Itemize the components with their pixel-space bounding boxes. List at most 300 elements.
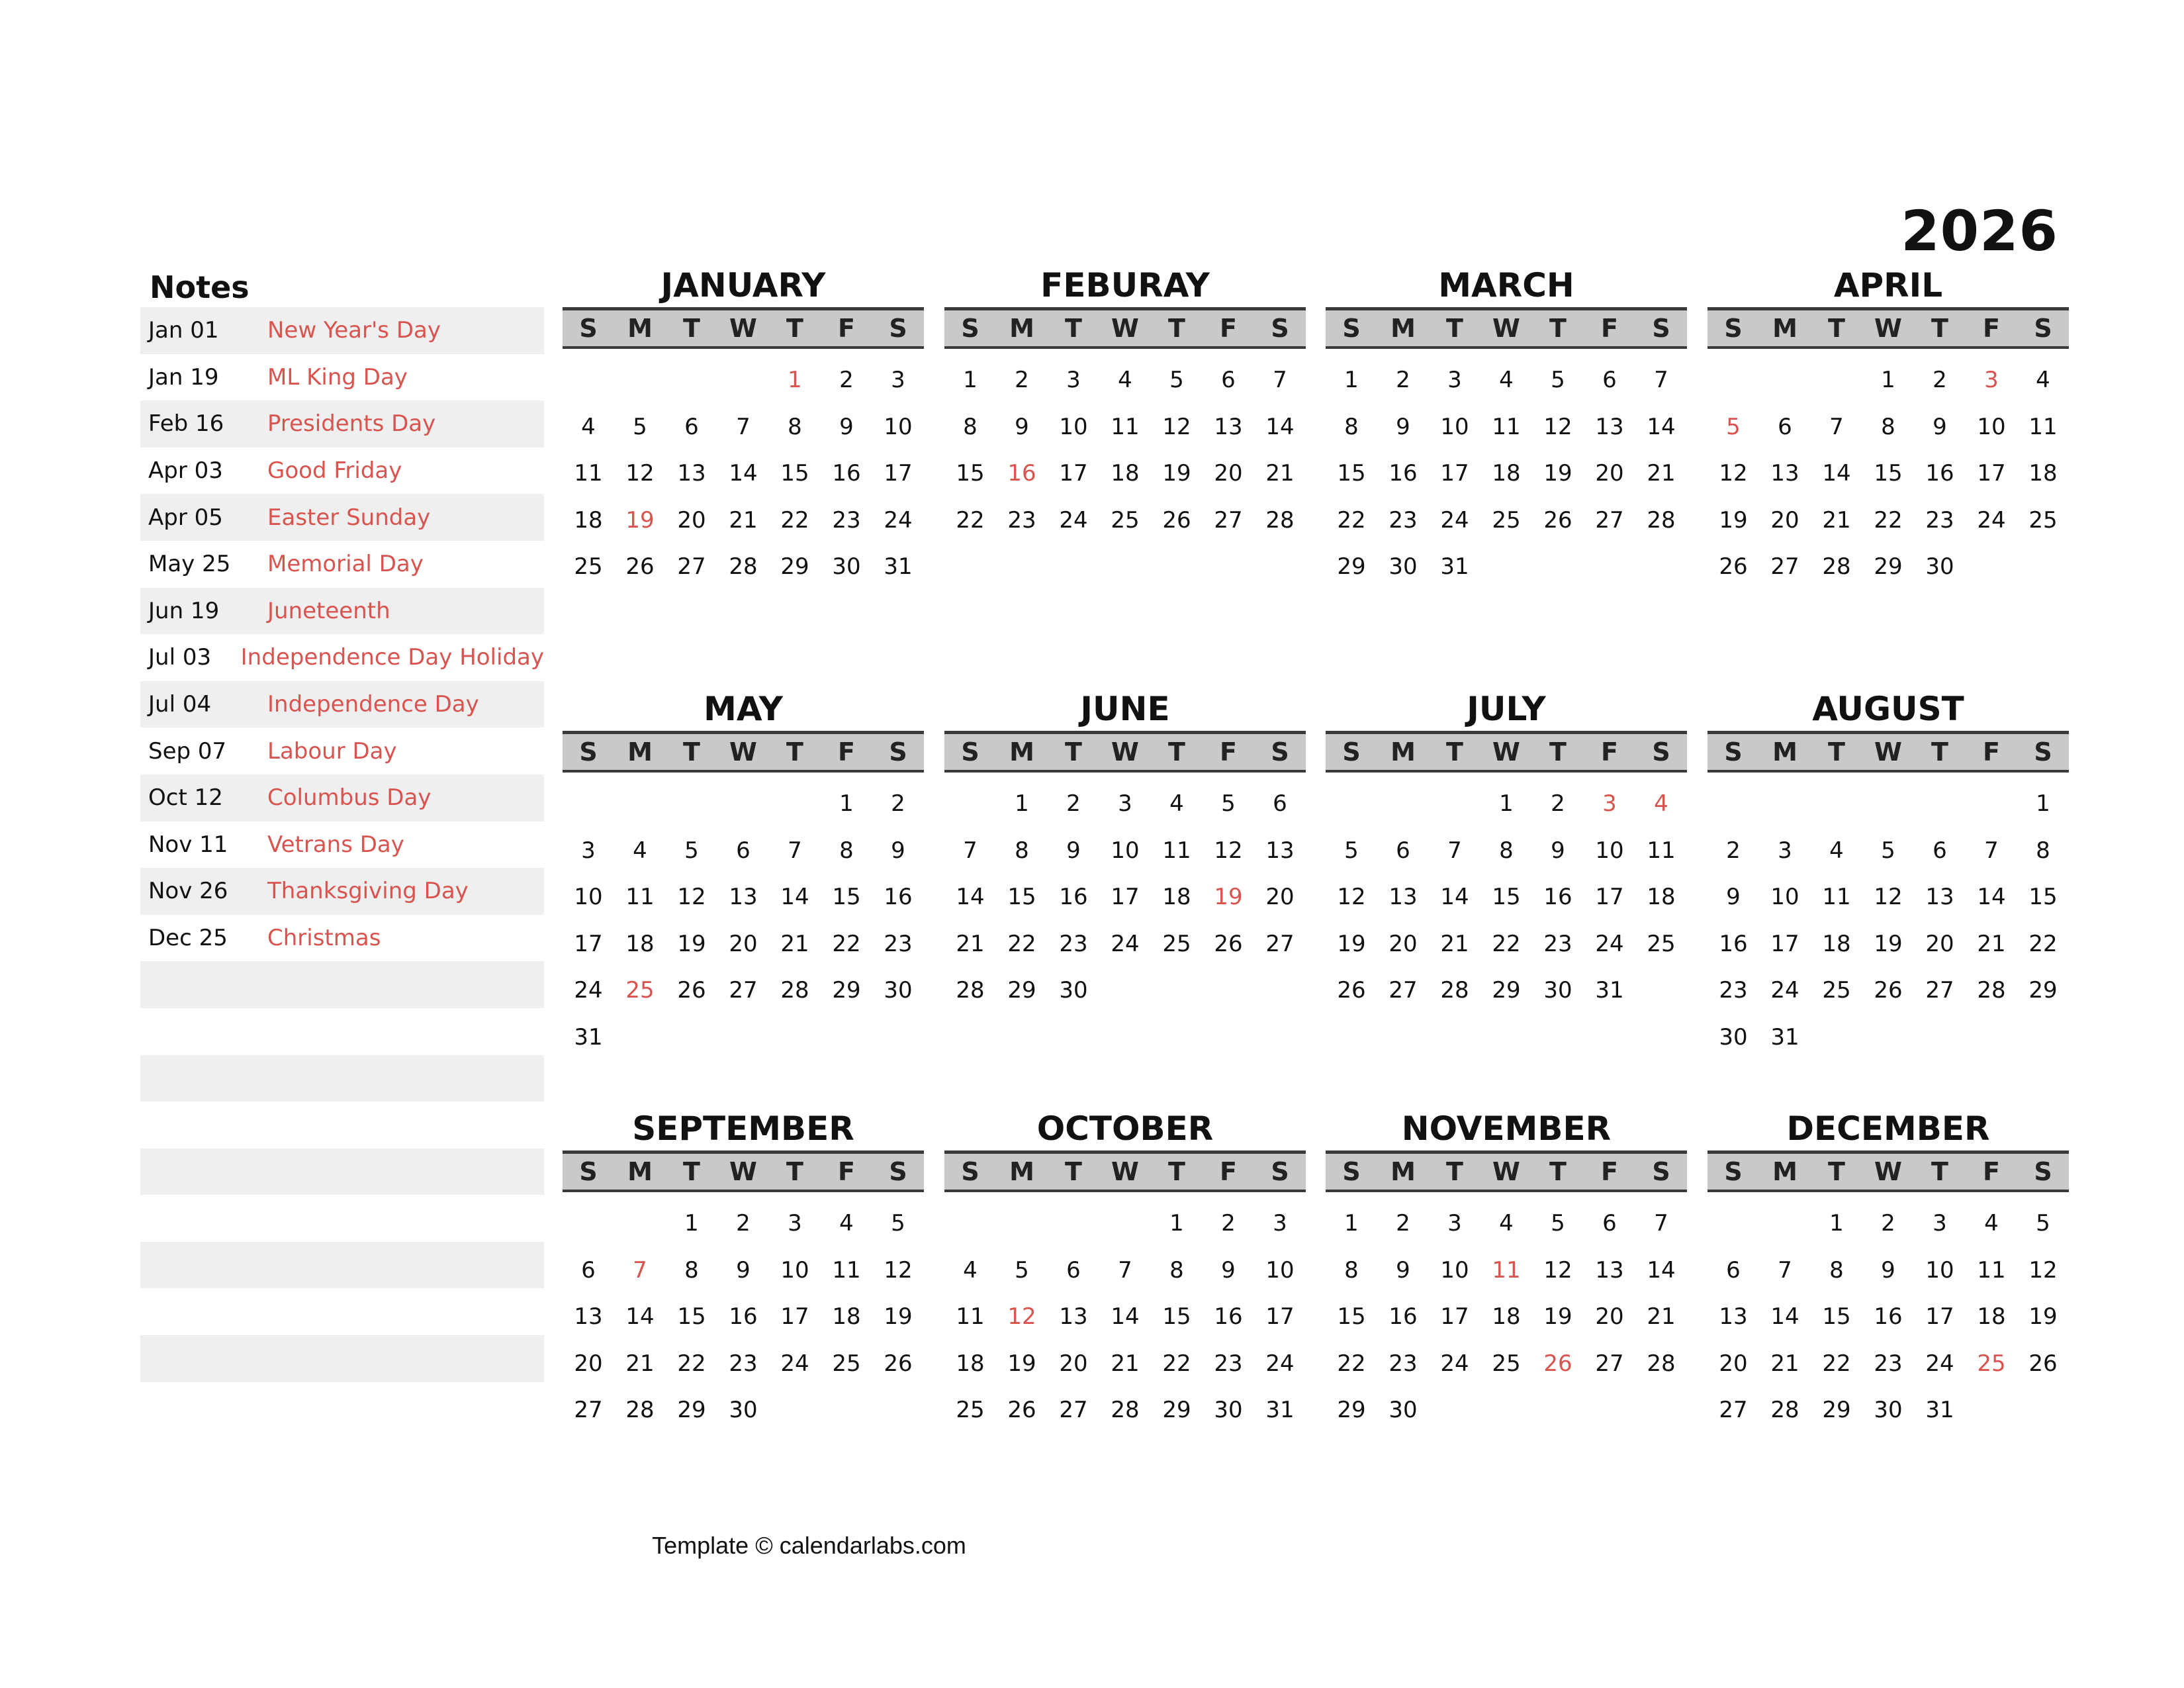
holiday-day-cell: 16 — [1007, 460, 1036, 487]
holiday-day-cell: 3 — [1984, 367, 1999, 393]
day-cell: 4 — [633, 837, 647, 864]
day-cell: 11 — [832, 1256, 861, 1284]
day-cell: 28 — [1977, 977, 2006, 1004]
weekday-label: M — [1009, 314, 1034, 343]
weekday-label: S — [1271, 1157, 1289, 1186]
day-cell: 25 — [574, 553, 603, 581]
weekday-label: M — [627, 1157, 653, 1186]
day-cell: 25 — [956, 1397, 985, 1424]
empty-cell — [717, 357, 769, 404]
weekday-label: M — [1390, 1157, 1416, 1186]
day-grid — [944, 1200, 1306, 1434]
weekday-label: W — [1492, 1157, 1520, 1186]
footer-credit: Template © calendarlabs.com — [652, 1532, 966, 1559]
note-row — [140, 1335, 544, 1382]
day-cell: 27 — [1925, 977, 1954, 1004]
empty-cell — [1759, 1200, 1811, 1247]
day-cell: 14 — [1770, 1303, 1799, 1331]
day-grid — [563, 1200, 924, 1434]
day-cell: 24 — [1265, 1350, 1295, 1377]
day-cell: 27 — [574, 1397, 603, 1424]
weekday-label: T — [1446, 1157, 1463, 1186]
day-cell: 19 — [1874, 930, 1903, 957]
day-cell: 26 — [884, 1350, 913, 1377]
day-cell: 23 — [1388, 1350, 1418, 1377]
weekday-label: T — [1168, 314, 1185, 343]
day-cell: 12 — [677, 884, 706, 911]
day-cell: 31 — [1770, 1023, 1799, 1051]
day-cell: 22 — [780, 506, 809, 534]
day-cell: 24 — [884, 506, 913, 534]
note-date: Jan 19 — [148, 363, 219, 391]
day-cell: 6 — [1933, 837, 1947, 864]
day-cell: 2 — [1066, 790, 1081, 817]
day-cell: 20 — [677, 506, 706, 534]
note-row — [140, 400, 544, 447]
day-cell: 19 — [2028, 1303, 2058, 1331]
day-cell: 18 — [1647, 884, 1676, 911]
day-cell: 10 — [1595, 837, 1624, 864]
notes-title: Notes — [150, 269, 250, 305]
day-cell: 6 — [736, 837, 751, 864]
month-november — [1326, 1107, 1687, 1434]
day-cell: 21 — [1977, 930, 2006, 957]
day-cell: 25 — [1162, 930, 1191, 957]
weekday-label: S — [579, 314, 598, 343]
day-cell: 15 — [1874, 460, 1903, 487]
day-cell: 27 — [1770, 553, 1799, 581]
day-cell: 14 — [729, 460, 758, 487]
weekday-header — [944, 307, 1306, 349]
weekday-header — [1326, 1150, 1687, 1192]
day-cell: 23 — [1543, 930, 1572, 957]
day-cell: 1 — [2036, 790, 2050, 817]
note-holiday-name: Christmas — [267, 925, 381, 952]
note-date: Dec 25 — [148, 925, 228, 952]
day-cell: 25 — [832, 1350, 861, 1377]
day-cell: 6 — [581, 1256, 596, 1284]
day-cell: 8 — [684, 1256, 699, 1284]
day-cell: 10 — [1440, 413, 1469, 440]
day-cell: 3 — [1933, 1210, 1947, 1237]
day-cell: 2 — [736, 1210, 751, 1237]
day-cell: 12 — [884, 1256, 913, 1284]
day-cell: 27 — [1595, 506, 1624, 534]
note-row — [140, 1288, 544, 1335]
day-cell: 3 — [1066, 367, 1081, 393]
holiday-day-cell: 4 — [1654, 790, 1668, 817]
day-cell: 19 — [1162, 460, 1191, 487]
note-row — [140, 1195, 544, 1242]
weekday-label: M — [1390, 314, 1416, 343]
day-cell: 14 — [1647, 1256, 1676, 1284]
weekday-label: S — [2034, 314, 2052, 343]
note-row — [140, 634, 544, 681]
note-row — [140, 1149, 544, 1196]
day-cell: 13 — [729, 884, 758, 911]
day-cell: 17 — [1440, 1303, 1469, 1331]
note-date: Feb 16 — [148, 410, 224, 438]
holiday-day-cell: 26 — [1543, 1350, 1572, 1377]
day-cell: 19 — [884, 1303, 913, 1331]
day-cell: 30 — [1214, 1397, 1243, 1424]
note-date: Nov 11 — [148, 831, 228, 858]
day-cell: 2 — [1881, 1210, 1895, 1237]
note-date: Sep 07 — [148, 737, 227, 765]
day-cell: 6 — [1602, 367, 1617, 393]
day-cell: 15 — [1007, 884, 1036, 911]
day-cell: 13 — [677, 460, 706, 487]
day-cell: 7 — [788, 837, 802, 864]
weekday-label: S — [889, 314, 907, 343]
day-cell: 5 — [1551, 1210, 1565, 1237]
month-name: JULY — [1467, 690, 1546, 728]
day-cell: 23 — [1874, 1350, 1903, 1377]
note-row — [140, 1382, 544, 1429]
day-cell: 9 — [1726, 884, 1741, 911]
day-cell: 3 — [1447, 367, 1462, 393]
day-cell: 20 — [1595, 1303, 1624, 1331]
note-holiday-name: Memorial Day — [267, 551, 424, 578]
month-january — [563, 263, 924, 590]
day-cell: 21 — [1647, 460, 1676, 487]
day-cell: 17 — [1111, 884, 1140, 911]
day-cell: 6 — [1726, 1256, 1741, 1284]
note-row — [140, 307, 544, 354]
day-cell: 17 — [884, 460, 913, 487]
note-holiday-name: Independence Day Holiday — [240, 644, 544, 671]
day-cell: 14 — [1265, 413, 1295, 440]
day-cell: 27 — [677, 553, 706, 581]
day-cell: 20 — [1770, 506, 1799, 534]
notes-list — [140, 307, 544, 1429]
holiday-day-cell: 7 — [633, 1256, 647, 1284]
note-holiday-name: Columbus Day — [267, 784, 432, 812]
day-cell: 22 — [1162, 1350, 1191, 1377]
weekday-label: W — [729, 314, 757, 343]
day-cell: 5 — [684, 837, 699, 864]
day-cell: 2 — [1396, 1210, 1410, 1237]
day-cell: 8 — [1169, 1256, 1184, 1284]
day-cell: 20 — [1059, 1350, 1088, 1377]
day-cell: 20 — [1925, 930, 1954, 957]
day-cell: 12 — [1214, 837, 1243, 864]
day-cell: 15 — [677, 1303, 706, 1331]
day-cell: 10 — [1977, 413, 2006, 440]
day-cell: 28 — [1647, 506, 1676, 534]
holiday-day-cell: 1 — [788, 367, 802, 393]
day-cell: 30 — [1388, 1397, 1418, 1424]
weekday-header — [1326, 731, 1687, 773]
day-cell: 1 — [1344, 1210, 1359, 1237]
day-cell: 24 — [574, 977, 603, 1004]
day-cell: 27 — [1388, 977, 1418, 1004]
note-date: Jan 01 — [148, 317, 219, 344]
empty-cell — [666, 780, 717, 827]
weekday-header — [563, 307, 924, 349]
weekday-label: W — [1492, 314, 1520, 343]
day-grid — [1326, 357, 1687, 590]
weekday-label: F — [1983, 314, 2000, 343]
day-cell: 9 — [1221, 1256, 1236, 1284]
day-cell: 23 — [832, 506, 861, 534]
day-cell: 11 — [1162, 837, 1191, 864]
day-cell: 18 — [1111, 460, 1140, 487]
day-cell: 21 — [1111, 1350, 1140, 1377]
day-cell: 8 — [1829, 1256, 1844, 1284]
empty-cell — [1429, 780, 1480, 827]
day-cell: 18 — [956, 1350, 985, 1377]
month-name: MAY — [704, 690, 783, 728]
day-cell: 23 — [1059, 930, 1088, 957]
day-cell: 9 — [891, 837, 905, 864]
day-cell: 22 — [1822, 1350, 1851, 1377]
weekday-header — [944, 731, 1306, 773]
day-cell: 18 — [2028, 460, 2058, 487]
day-cell: 20 — [1595, 460, 1624, 487]
day-cell: 14 — [1977, 884, 2006, 911]
weekday-label: S — [1342, 314, 1361, 343]
day-cell: 17 — [1770, 930, 1799, 957]
day-cell: 4 — [581, 413, 596, 440]
day-cell: 23 — [884, 930, 913, 957]
holiday-day-cell: 11 — [1492, 1256, 1521, 1284]
note-holiday-name: Labour Day — [267, 737, 397, 765]
day-cell: 30 — [1719, 1023, 1748, 1051]
note-date: Nov 26 — [148, 878, 228, 905]
day-cell: 10 — [1265, 1256, 1295, 1284]
day-cell: 3 — [581, 837, 596, 864]
day-cell: 10 — [574, 884, 603, 911]
day-cell: 20 — [1214, 460, 1243, 487]
day-cell: 11 — [1492, 413, 1521, 440]
weekday-header — [563, 731, 924, 773]
day-cell: 21 — [1265, 460, 1295, 487]
empty-cell — [1914, 780, 1966, 827]
day-cell: 16 — [1214, 1303, 1243, 1331]
weekday-label: M — [1390, 737, 1416, 767]
day-cell: 17 — [1595, 884, 1624, 911]
day-cell: 16 — [1388, 460, 1418, 487]
weekday-label: T — [1446, 737, 1463, 767]
day-cell: 22 — [1337, 506, 1366, 534]
day-cell: 13 — [1925, 884, 1954, 911]
day-cell: 9 — [1933, 413, 1947, 440]
day-cell: 2 — [1551, 790, 1565, 817]
day-cell: 18 — [1492, 460, 1521, 487]
day-cell: 21 — [956, 930, 985, 957]
weekday-label: T — [1931, 1157, 1948, 1186]
day-cell: 15 — [2028, 884, 2058, 911]
month-name: MARCH — [1438, 266, 1574, 305]
weekday-label: T — [786, 314, 803, 343]
day-cell: 6 — [1273, 790, 1287, 817]
empty-cell — [944, 1200, 996, 1247]
day-cell: 13 — [574, 1303, 603, 1331]
day-cell: 8 — [1344, 1256, 1359, 1284]
empty-cell — [1811, 780, 1862, 827]
day-cell: 5 — [1015, 1256, 1029, 1284]
day-cell: 17 — [1440, 460, 1469, 487]
day-cell: 11 — [1822, 884, 1851, 911]
day-cell: 2 — [839, 367, 854, 393]
day-cell: 11 — [1111, 413, 1140, 440]
empty-cell — [563, 1200, 614, 1247]
weekday-label: F — [838, 1157, 855, 1186]
weekday-label: T — [1931, 737, 1948, 767]
day-cell: 20 — [1719, 1350, 1748, 1377]
note-date: May 25 — [148, 551, 231, 578]
day-cell: 26 — [1874, 977, 1903, 1004]
weekday-label: F — [1983, 1157, 2000, 1186]
day-cell: 7 — [1654, 1210, 1668, 1237]
day-cell: 29 — [677, 1397, 706, 1424]
day-cell: 7 — [1829, 413, 1844, 440]
weekday-label: S — [579, 737, 598, 767]
day-grid — [1326, 780, 1687, 1014]
day-cell: 29 — [2028, 977, 2058, 1004]
note-row — [140, 915, 544, 962]
day-cell: 24 — [1925, 1350, 1954, 1377]
day-cell: 26 — [1543, 506, 1572, 534]
note-holiday-name: ML King Day — [267, 363, 408, 391]
day-cell: 9 — [839, 413, 854, 440]
empty-cell — [614, 780, 666, 827]
day-cell: 28 — [956, 977, 985, 1004]
day-cell: 21 — [729, 506, 758, 534]
day-grid — [1326, 1200, 1687, 1434]
day-cell: 31 — [884, 553, 913, 581]
day-cell: 26 — [625, 553, 655, 581]
day-cell: 11 — [956, 1303, 985, 1331]
weekday-label: F — [1220, 314, 1237, 343]
day-cell: 31 — [574, 1023, 603, 1051]
day-cell: 23 — [1007, 506, 1036, 534]
day-cell: 31 — [1265, 1397, 1295, 1424]
day-cell: 19 — [1719, 506, 1748, 534]
day-cell: 4 — [1829, 837, 1844, 864]
day-cell: 16 — [884, 884, 913, 911]
day-cell: 30 — [1874, 1397, 1903, 1424]
day-cell: 3 — [891, 367, 905, 393]
weekday-label: S — [2034, 1157, 2052, 1186]
day-grid — [1707, 1200, 2069, 1434]
weekday-label: T — [1828, 1157, 1845, 1186]
note-row — [140, 1008, 544, 1055]
day-cell: 15 — [1822, 1303, 1851, 1331]
day-cell: 15 — [780, 460, 809, 487]
empty-cell — [1759, 357, 1811, 404]
day-grid — [944, 780, 1306, 1014]
month-name: JUNE — [1080, 690, 1170, 728]
day-cell: 12 — [1543, 1256, 1572, 1284]
weekday-label: T — [1828, 314, 1845, 343]
day-cell: 9 — [1396, 1256, 1410, 1284]
weekday-label: S — [1342, 1157, 1361, 1186]
day-cell: 28 — [780, 977, 809, 1004]
weekday-label: W — [1874, 1157, 1902, 1186]
day-cell: 7 — [1984, 837, 1999, 864]
weekday-label: S — [1724, 314, 1743, 343]
day-cell: 21 — [1440, 930, 1469, 957]
day-cell: 3 — [1118, 790, 1132, 817]
day-cell: 5 — [633, 413, 647, 440]
note-row — [140, 1102, 544, 1149]
weekday-label: S — [579, 1157, 598, 1186]
weekday-label: S — [961, 314, 979, 343]
day-cell: 25 — [1822, 977, 1851, 1004]
weekday-label: F — [838, 737, 855, 767]
day-cell: 24 — [1440, 506, 1469, 534]
day-cell: 30 — [1543, 977, 1572, 1004]
day-cell: 19 — [677, 930, 706, 957]
weekday-label: S — [961, 737, 979, 767]
day-cell: 8 — [839, 837, 854, 864]
day-cell: 11 — [1977, 1256, 2006, 1284]
day-cell: 20 — [729, 930, 758, 957]
empty-cell — [666, 357, 717, 404]
weekday-header — [1707, 307, 2069, 349]
day-cell: 17 — [1059, 460, 1088, 487]
month-september — [563, 1107, 924, 1434]
weekday-label: T — [786, 737, 803, 767]
day-cell: 12 — [1337, 884, 1366, 911]
day-cell: 8 — [1344, 413, 1359, 440]
day-grid — [563, 780, 924, 1061]
day-cell: 26 — [1007, 1397, 1036, 1424]
day-cell: 26 — [2028, 1350, 2058, 1377]
day-cell: 28 — [1440, 977, 1469, 1004]
empty-cell — [563, 780, 614, 827]
holiday-day-cell: 5 — [1726, 413, 1741, 440]
day-grid — [944, 357, 1306, 543]
weekday-label: T — [1549, 1157, 1567, 1186]
weekday-label: S — [889, 737, 907, 767]
note-row — [140, 1055, 544, 1102]
day-cell: 3 — [1273, 1210, 1287, 1237]
day-cell: 5 — [1344, 837, 1359, 864]
day-cell: 15 — [1492, 884, 1521, 911]
day-cell: 10 — [1111, 837, 1140, 864]
day-cell: 13 — [1059, 1303, 1088, 1331]
day-cell: 15 — [832, 884, 861, 911]
weekday-label: S — [1652, 1157, 1670, 1186]
day-cell: 10 — [884, 413, 913, 440]
note-row — [140, 447, 544, 494]
day-cell: 1 — [1169, 1210, 1184, 1237]
month-name: NOVEMBER — [1401, 1109, 1612, 1148]
empty-cell — [1048, 1200, 1099, 1247]
day-cell: 13 — [1719, 1303, 1748, 1331]
day-cell: 11 — [1647, 837, 1676, 864]
day-cell: 29 — [1492, 977, 1521, 1004]
day-cell: 20 — [574, 1350, 603, 1377]
empty-cell — [563, 357, 614, 404]
day-cell: 4 — [1169, 790, 1184, 817]
day-cell: 22 — [832, 930, 861, 957]
note-holiday-name: Juneteenth — [267, 597, 390, 624]
day-cell: 9 — [736, 1256, 751, 1284]
day-grid — [1707, 357, 2069, 590]
holiday-day-cell: 25 — [625, 977, 655, 1004]
note-row — [140, 1242, 544, 1289]
day-cell: 7 — [736, 413, 751, 440]
weekday-label: S — [1652, 737, 1670, 767]
day-cell: 24 — [1770, 977, 1799, 1004]
day-cell: 22 — [1492, 930, 1521, 957]
weekday-label: T — [1065, 1157, 1082, 1186]
day-cell: 31 — [1440, 553, 1469, 581]
